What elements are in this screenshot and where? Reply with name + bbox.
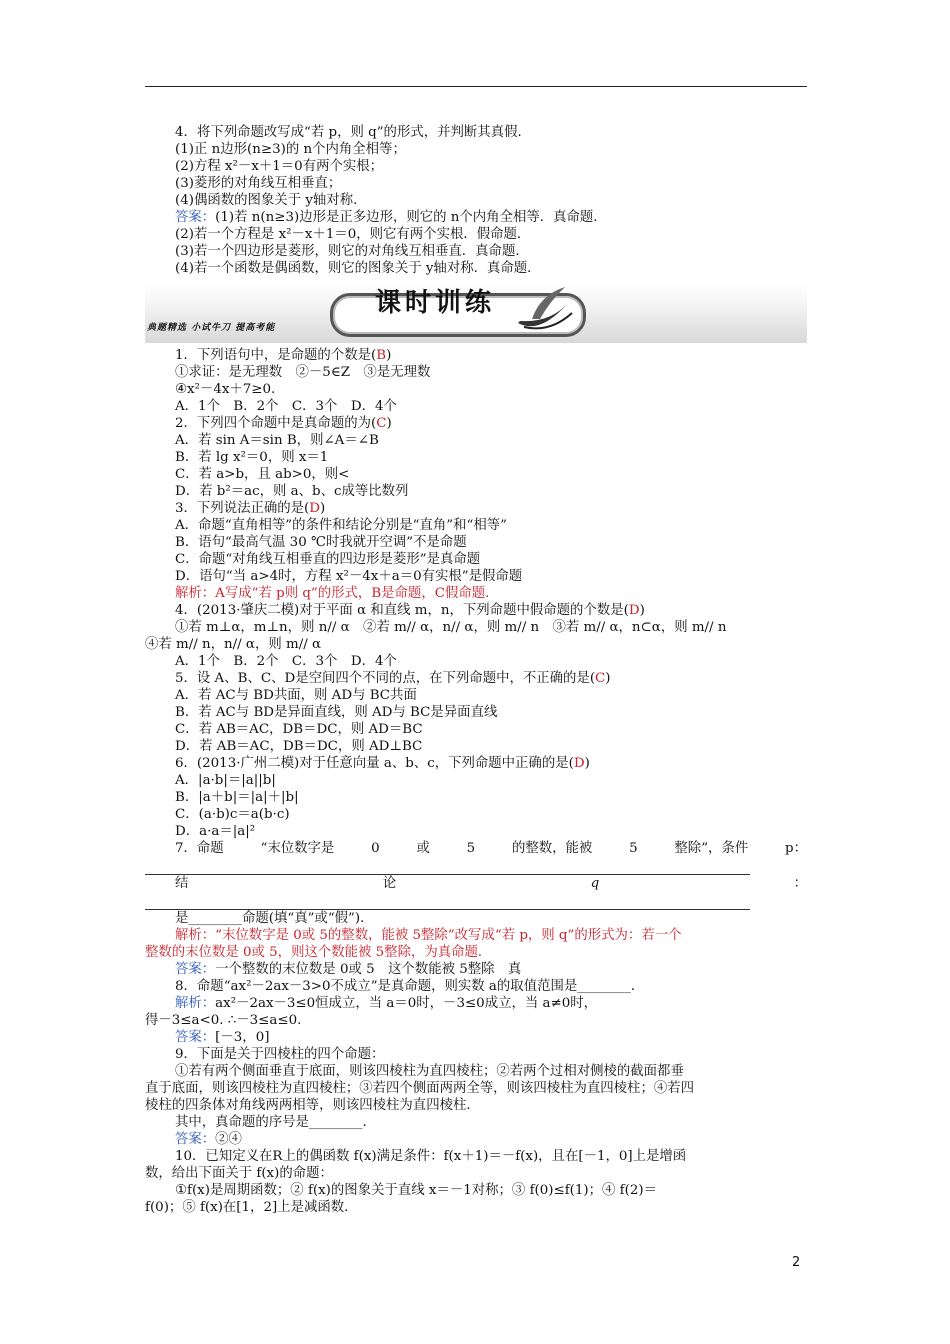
q9-line2: 直于底面，则该四棱柱为直四棱柱；③若四个侧面两两全等，则该四棱柱为直四棱柱；④若四	[145, 1081, 695, 1096]
answer-text: (1)若 n(n≥3)边形是正多边形，则它的 n个内角全相等．真命题．	[215, 210, 607, 225]
q3-option: B．语句“最高气温 30 ℃时我就开空调”不是命题	[175, 535, 467, 550]
answer-text: 一个整数的末位数是 0或 5 这个数能被 5整除 真	[215, 962, 522, 977]
stem-close: )	[639, 603, 645, 618]
q1-option: A．1个 B．2个 C．3个 D．4个	[175, 399, 397, 414]
q5-option: C．若 AB＝AC，DB＝DC，则 AD＝BC	[175, 722, 423, 737]
q7-w5: 的整数，能被	[511, 841, 593, 856]
q7-w1: “末位数字是	[260, 841, 335, 856]
q7-blank-1	[145, 857, 750, 875]
q7-label-lun: 论	[382, 876, 397, 891]
q8-answer	[145, 1029, 807, 1046]
stem-close: )	[320, 501, 326, 516]
q10-line3: ①f(x)是周期函数；② f(x)的图象关于直线 x＝－1对称；③ f(0)≤f(1)；④ f(2)＝	[175, 1183, 657, 1198]
question-stem: 5．设 A、B、C、D是空间四个不同的点，在下列命题中，不正确的是(	[175, 671, 596, 686]
answer-choice: D	[309, 501, 321, 516]
q1-option: ①求证：是无理数 ②－5∈Z ③是无理数	[175, 365, 431, 380]
q7-line1	[145, 840, 807, 857]
q6-stem	[145, 755, 807, 772]
explanation-label: 解析：	[175, 996, 216, 1011]
q7-label-colon: ：	[793, 876, 807, 891]
q4-stem	[145, 602, 807, 619]
q3-stem	[145, 500, 807, 517]
q10-line4: f(0)；⑤ f(x)在[1，2]上是减函数．	[145, 1200, 358, 1215]
question-stem: 6．(2013·广州二模)对于任意向量 a、b、c，下列命题中正确的是(	[175, 756, 574, 771]
q7-label-jie: 结	[175, 876, 189, 891]
q9-answer	[145, 1131, 807, 1148]
top-line: (2)方程 x²－x＋1＝0有两个实根；	[175, 159, 384, 174]
q7-blank-2	[145, 892, 750, 910]
q1-stem	[145, 347, 807, 364]
q7-w4: 5	[466, 841, 476, 856]
q9-line3: 棱柱的四条体对角线两两相等，则该四棱柱为直四棱柱．	[145, 1098, 480, 1113]
answer-choice: C	[376, 416, 387, 431]
q2-option: D．若 b²＝ac，则 a、b、c成等比数列	[175, 484, 409, 499]
answer-choice: B	[376, 348, 387, 363]
stem-close: )	[386, 416, 392, 431]
q2-option: B．若 lg x²＝0，则 x＝1	[175, 450, 329, 465]
q1-option: ④x²－4x＋7≥0.	[175, 382, 276, 397]
question-stem: 4．(2013·肇庆二模)对于平面 α 和直线 m，n，下列命题中假命题的个数是(	[175, 603, 629, 618]
top-questions	[145, 124, 807, 209]
q3-explanation: 解析：A写成“若 p则 q”的形式，B是命题，C假命题．	[175, 586, 499, 601]
question-stem: 3．下列说法正确的是(	[175, 501, 310, 516]
q8-explanation-2: 得－3≤a<0. ∴－3≤a≤0.	[145, 1013, 302, 1028]
q3-option: D．语句“当 a>4时，方程 x²－4x＋a＝0有实根”是假命题	[175, 569, 523, 584]
q3-option: C．命题“对角线互相垂直的四边形是菱形”是真命题	[175, 552, 481, 567]
explanation-text: ax²－2ax－3≤0恒成立，当 a＝0时，－3≤0成立，当 a≠0时，	[215, 996, 598, 1011]
q5-option: A．若 AC与 BD共面，则 AD与 BC共面	[175, 688, 417, 703]
q7-line2	[145, 875, 807, 892]
section-banner	[145, 283, 807, 343]
q7-explanation-2: 整数的末位数是 0或 5，则这个数能被 5整除，为真命题．	[145, 945, 492, 960]
q7-answer	[145, 961, 807, 978]
q9-line4: 其中，真命题的序号是________．	[175, 1115, 376, 1130]
q6-option: B．|a＋b|＝|a|＋|b|	[175, 790, 299, 805]
question-stem: 2．下列四个命题中是真命题的为(	[175, 416, 377, 431]
q4-option: ④若 m// n，n// α，则 m// α	[145, 637, 322, 652]
answer-line: (3)若一个四边形是菱形，则它的对角线互相垂直．真命题．	[175, 244, 529, 259]
answer-line: (4)若一个函数是偶函数，则它的图象关于 y轴对称．真命题．	[175, 261, 541, 276]
q2-stem	[145, 415, 807, 432]
q4-choices: A．1个 B．2个 C．3个 D．4个	[175, 654, 397, 669]
q9-line1: ①若有两个侧面垂直于底面，则该四棱柱为直四棱柱；②若两个过相对侧棱的截面都垂	[175, 1064, 684, 1079]
q2-option: A．若 sin A＝sin B，则∠A＝∠B	[175, 433, 379, 448]
question-list	[145, 347, 807, 840]
answer-label: 答案：	[175, 210, 216, 225]
answer-label: 答案：	[175, 962, 216, 977]
banner-subtitle: 典题精选 小试牛刀 提高考能	[147, 323, 276, 333]
q9-stem: 9．下面是关于四棱柱的四个命题：	[175, 1047, 385, 1062]
answer-choice: C	[595, 671, 606, 686]
q8-explanation-1	[145, 995, 807, 1012]
answer-choice: D	[628, 603, 640, 618]
q4-option: ①若 m⊥α，m⊥n，则 n// α ②若 m// α，n// α，则 m// n ③若 m// α，n⊂α，则 m// n	[175, 620, 727, 635]
top-answer-line	[145, 209, 807, 226]
answer-text: ②④	[215, 1132, 242, 1147]
stem-close: )	[584, 756, 590, 771]
q2-option: C．若 a>b，且 ab>0，则<	[175, 467, 350, 482]
header-rule	[145, 86, 807, 87]
q7-w6: 5	[629, 841, 638, 856]
stem-close: )	[605, 671, 611, 686]
answer-line: (2)若一个方程是 x²－x＋1＝0，则它有两个实根．假命题．	[175, 227, 531, 242]
stem-close: )	[386, 348, 392, 363]
q6-option: D．a·a＝|a|²	[175, 824, 256, 839]
q7-label-q: q	[590, 876, 600, 891]
answer-label: 答案：	[175, 1030, 216, 1045]
top-answer-rest	[145, 226, 807, 277]
top-line: (1)正 n边形(n≥3)的 n个内角全相等；	[175, 142, 406, 157]
q10-line2: 数，给出下面关于 f(x)的命题：	[145, 1166, 333, 1181]
question-stem: 1．下列语句中，是命题的个数是(	[175, 348, 377, 363]
q7-line3: 是________命题(填“真”或“假”)．	[175, 911, 374, 926]
q10-line1: 10．已知定义在R上的偶函数 f(x)满足条件：f(x＋1)＝－f(x)，且在[－1，0]上是增函	[175, 1149, 687, 1164]
answer-label: 答案：	[175, 1132, 216, 1147]
page-content	[145, 124, 807, 1216]
q6-option: A．|a·b|＝|a||b|	[175, 773, 276, 788]
q5-option: B．若 AC与 BD是异面直线，则 AD与 BC是异面直线	[175, 705, 498, 720]
answer-choice: D	[573, 756, 585, 771]
top-line: 4．将下列命题改写成“若 p，则 q”的形式，并判断其真假．	[175, 125, 531, 140]
top-line: (3)菱形的对角线互相垂直；	[175, 176, 342, 191]
q6-option: C．(a·b)c＝a(b·c)	[175, 807, 290, 822]
q7-w8: p：	[785, 841, 807, 856]
q5-option: D．若 AB＝AC，DB＝DC，则 AD⊥BC	[175, 739, 423, 754]
banner-title: 课时训练	[375, 288, 496, 318]
q7-explanation-1: 解析：“末位数字是 0或 5的整数，能被 5整除”改写成“若 p，则 q”的形式为：若一个	[175, 928, 682, 943]
q7-w0: 7．命题	[175, 841, 224, 856]
q5-stem	[145, 670, 807, 687]
bird-icon	[510, 283, 580, 341]
answer-text: [－3，0]	[215, 1030, 270, 1045]
q7-w7: 整除”，条件	[674, 841, 749, 856]
q7-w2: 0	[371, 841, 380, 856]
q8-stem: 8．命题“ax²－2ax－3>0不成立”是真命题，则实数 a的取值范围是________．	[175, 979, 645, 994]
top-line: (4)偶函数的图象关于 y轴对称．	[175, 193, 367, 208]
q3-option: A．命题“直角相等”的条件和结论分别是“直角”和“相等”	[175, 518, 507, 533]
q7-w3: 或	[416, 841, 430, 856]
page-number: 2	[792, 1255, 801, 1270]
